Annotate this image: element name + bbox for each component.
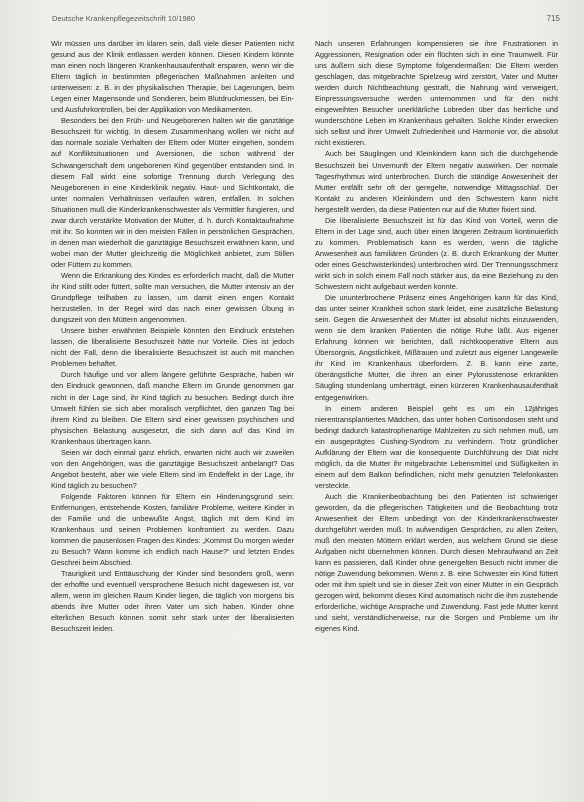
paragraph: Auch die Krankenbeobachtung bei den Patienten ist schwieriger geworden, da die pflegerischen Tätigkeiten und die Beobachtung trotz Anwesenheit der Eltern unbedingt von der Kinderkrankenschwester durchgeführt werden muß. In aufwendigen Gesprächen, zu allen Zeiten, muß den meisten Müttern erklärt werden, aus welchem Grund sie diese Aufgaben nicht übernehmen können. Durch diesen Mehraufwand an Zeit kann es passieren, daß Kinder ohne genergelten Besuch nicht immer die nötige Zuwendung bekommen. Wenn z. B. eine Schwester ein Kind füttert oder mit ihm spielt und sie in dieser Zeit von einer Mutter in ein Gespräch gezogen wird, bekommt dieses Kind automatisch nicht die ihm zustehende erforderliche, wichtige Ansprache und Zuwendung. Fast jede Mutter kennt und sieht, verständlicherweise, nur die Sorgen und Probleme um ihr eigenes Kind. xyxy=(315,491,558,634)
journal-title: Deutsche Krankenpflegezeitschrift 10/1980 xyxy=(52,14,196,23)
running-header xyxy=(52,14,560,26)
paragraph: Die liberalisierte Besuchszeit ist für das Kind von Vorteil, wenn die Eltern in der Lage sind, auch über einen längeren Zeitraum kontinuierlich zu kommen. Problematisch kann es werden, wenn die tägliche Anwesenheit aus familiären Gründen (z. B. durch Erkrankung der Mutter oder eines Geschwisterkindes) unterbrochen wird. Der Trennungsschmerz wirkt sich in solch einem Fall noch stärker aus, da eine Beziehung zu den Schwestern nicht aufgebaut werden konnte. xyxy=(315,215,558,292)
page-number: 715 xyxy=(546,14,560,23)
right-column xyxy=(315,38,558,635)
paragraph: Nach unseren Erfahrungen kompensieren sie ihre Frustrationen in Aggressionen, Resignation oder ein flüchten sich in eine Traumwelt. Für uns äußern sich diese Symptome folgendermaßen: Die Eltern werden geschlagen, das mitgebrachte Spielzeug wird zerstört, Vater und Mutter werden durch Nichtbeachtung gestraft, die Nahrung wird verweigert, Einpressungsversuche werden unternommen und für den nicht eingeweihten Besucher unerklärliche Lobreden über das herrliche und wunderschöne Leben im Krankenhaus gehalten. Solche Kinder erwecken sich selbst und ihrer Umwelt Zufriedenheit und Harmonie vor, die absolut nicht existieren. xyxy=(315,39,558,148)
paragraph: Wir müssen uns darüber im klaren sein, daß viele dieser Patienten nicht gesund aus der Klinik entlassen werden können. Diesen Kindern könnte man einen noch längeren Krankenhausaufenthalt ersparen, wenn wir die Eltern täglich in bestimmten pflegerischen Maßnahmen anleiten und unterweisen: z. B. in der physikalischen Therapie, bei Lagerungen, beim Legen einer Magensonde und Sondieren, beim Blutdruckmessen, bei Ein- und Ausfuhrkontrollen, bei der Applikation von Medikamenten. xyxy=(51,39,294,115)
paragraph: Besonders bei den Früh- und Neugeborenen halten wir die ganztätige Besuchszeit für wichtig. In diesem Zusammenhang wollen wir nicht auf das normale soziale Verhalten der Eltern oder Mütter eingehen, sondern auf Konfliktsituationen und Aversionen, die schon während der Schwangerschaft dem ungeborenen Kind gegenüber entstanden sind. In diesem Fall wirkt eine sofortige Trennung durch Verlegung des Neugeborenen in eine Kinderklinik negativ. Haut- und Sichtkontakt, die unter normalen Verhältnissen verlaufen wären, entfallen. In solchen Situationen muß die Kinderkrankenschwester als Vermittler fungieren, und zwar durch verstärkte Motivation der Mutter, d. h. durch Kontaktaufnahme mit ihr. So konnten wir in den meisten Fällen in persönlichen Gesprächen, in denen man wiederholt die ganztägige Besuchszeit erwähnen kann, und wobei man der Mutter gleichzeitig die Möglichkeit anbietet, zum Stillen oder Füttern zu kommen. xyxy=(51,116,294,269)
paragraph: Unsere bisher erwähnten Beispiele könnten den Eindruck entstehen lassen, die liberalisierte Besuchszeit hätte nur Vorteile. Dies ist jedoch nicht der Fall, denn die liberalisierte Besuchszeit ist auch mit manchen Problemen behaftet. xyxy=(51,326,294,369)
paragraph: Die ununterbrochene Präsenz eines Angehörigen kann für das Kind, das unter seiner Krankheit schon stark leidet, eine zusätzliche Belastung sein. Gegen die Anwesenheit der Mutter ist absolut nichts einzuwenden, wenn sie dem kranken Patienten die nötige Ruhe läßt. Aus eigener Erfahrung können wir berichten, daß nichtkooperative Eltern aus Übersorgnis, Angstlichkeit, Mißtrauen und zuletzt aus eigener Langeweile ihr Kind im Krankenhaus überfordern. Z. B. kann eine zarte, überängstliche Mutter, die ihren an einer Pylorusstenose erkrankten Säugling stundenlang umherträgt, einen kürzeren Krankenhausaufenthalt entgegenwirken. xyxy=(315,293,558,402)
paragraph: Durch häufige und vor allem längere geführte Gespräche, haben wir den Eindruck gewonnen, daß manche Eltern im Grunde genommen gar nicht in der Lage sind, ihr Kind täglich zu besuchen. Bedingt durch ihre Umwelt fühlen sie sich aber moralisch verpflichtet, den ganzen Tag bei ihrem Kind zu bleiben. Die Eltern sind einer gewissen psychischen und physischen Belastung ausgesetzt, die sich dann auf das Kind im Krankenhaus übertragen kann. xyxy=(51,370,294,446)
left-column xyxy=(51,38,294,635)
paragraph: In einem anderen Beispiel geht es um ein 12jähriges nierentransplantiertes Mädchen, das unter hohen Cortisondosen steht und bedingt dadurch katastrophenartige Mahlzeiten zu sich nehmen muß, um ein ausgeprägtes Cushing-Syndrom zu verhindern. Trotz gründlicher Aufklärung der Eltern war die konsequente Durchführung der Diät nicht möglich, da die Mutter ihr mitgebrachte Lebensmittel und Süßigkeiten in einem auf dem Balkon befindlichen, nicht mehr genutzten Telefonkasten versteckte. xyxy=(315,403,558,490)
paragraph: Auch bei Säuglingen und Kleinkindern kann sich die durchgehende Besuchszeit bei Unvernunft der Eltern negativ auswirken. Der normale Tagesrhythmus wird unterbrochen. Durch die ständige Anwesenheit der Mutter entfällt sehr oft der geregelte, notwendige Mittagsschlaf. Der Kontakt zu anderen Kleinkindern und den Schwestern kann nicht hergestellt werden, da diese Patienten nur auf die Mutter fixiert sind. xyxy=(315,149,558,214)
paragraph: Folgende Faktoren können für Eltern ein Hinderungsgrund sein: Entfernungen, entstehende Kosten, familiäre Probleme, weitere Kinder in der Familie und die unbewußte Angst, täglich mit dem Kind im Krankenhaus und seinen Problemen konfrontiert zu werden. Dazu kommen die pausenlosen Fragen des Kindes: „Kommst Du morgen wieder zu Besuch? Wann komme ich endlich nach Hause?“ und letzten Endes Geschrei beim Abschied. xyxy=(51,491,294,568)
paragraph: Wenn die Erkrankung des Kindes es erforderlich macht, daß die Mutter ihr Kind stillt oder füttert, sollte man versuchen, die Mutter intensiv an der Grundpflege teilhaben zu lassen, um damit einen engen Kontakt herzustellen. In der Regel wird das nach einer gewissen Übung in dungszeit von den Müttern angenommen. xyxy=(51,270,294,325)
paragraph: Seien wir doch einmal ganz ehrlich, erwarten nicht auch wir zuweilen von den Angehörigen, was die ganztägige Besuchszeit anbelangt? Das Angebot besteht, aber wie viele Eltern sind im Endeffekt in der Lage, ihr Kind täglich zu besuchen? xyxy=(51,447,294,490)
paragraph: Traurigkeit und Enttäuschung der Kinder sind besonders groß, wenn der erhoffte und eventuell versprochene Besuch nicht dagewesen ist, vor allem, wenn im gleichen Raum Kinder liegen, die täglich von morgens bis abends ihre Mutter oder ihren Vater um sich haben. Kinder ohne elterlichen Besuch können somit sehr stark unter der liberalisierten Besuchszeit leiden. xyxy=(51,569,294,634)
